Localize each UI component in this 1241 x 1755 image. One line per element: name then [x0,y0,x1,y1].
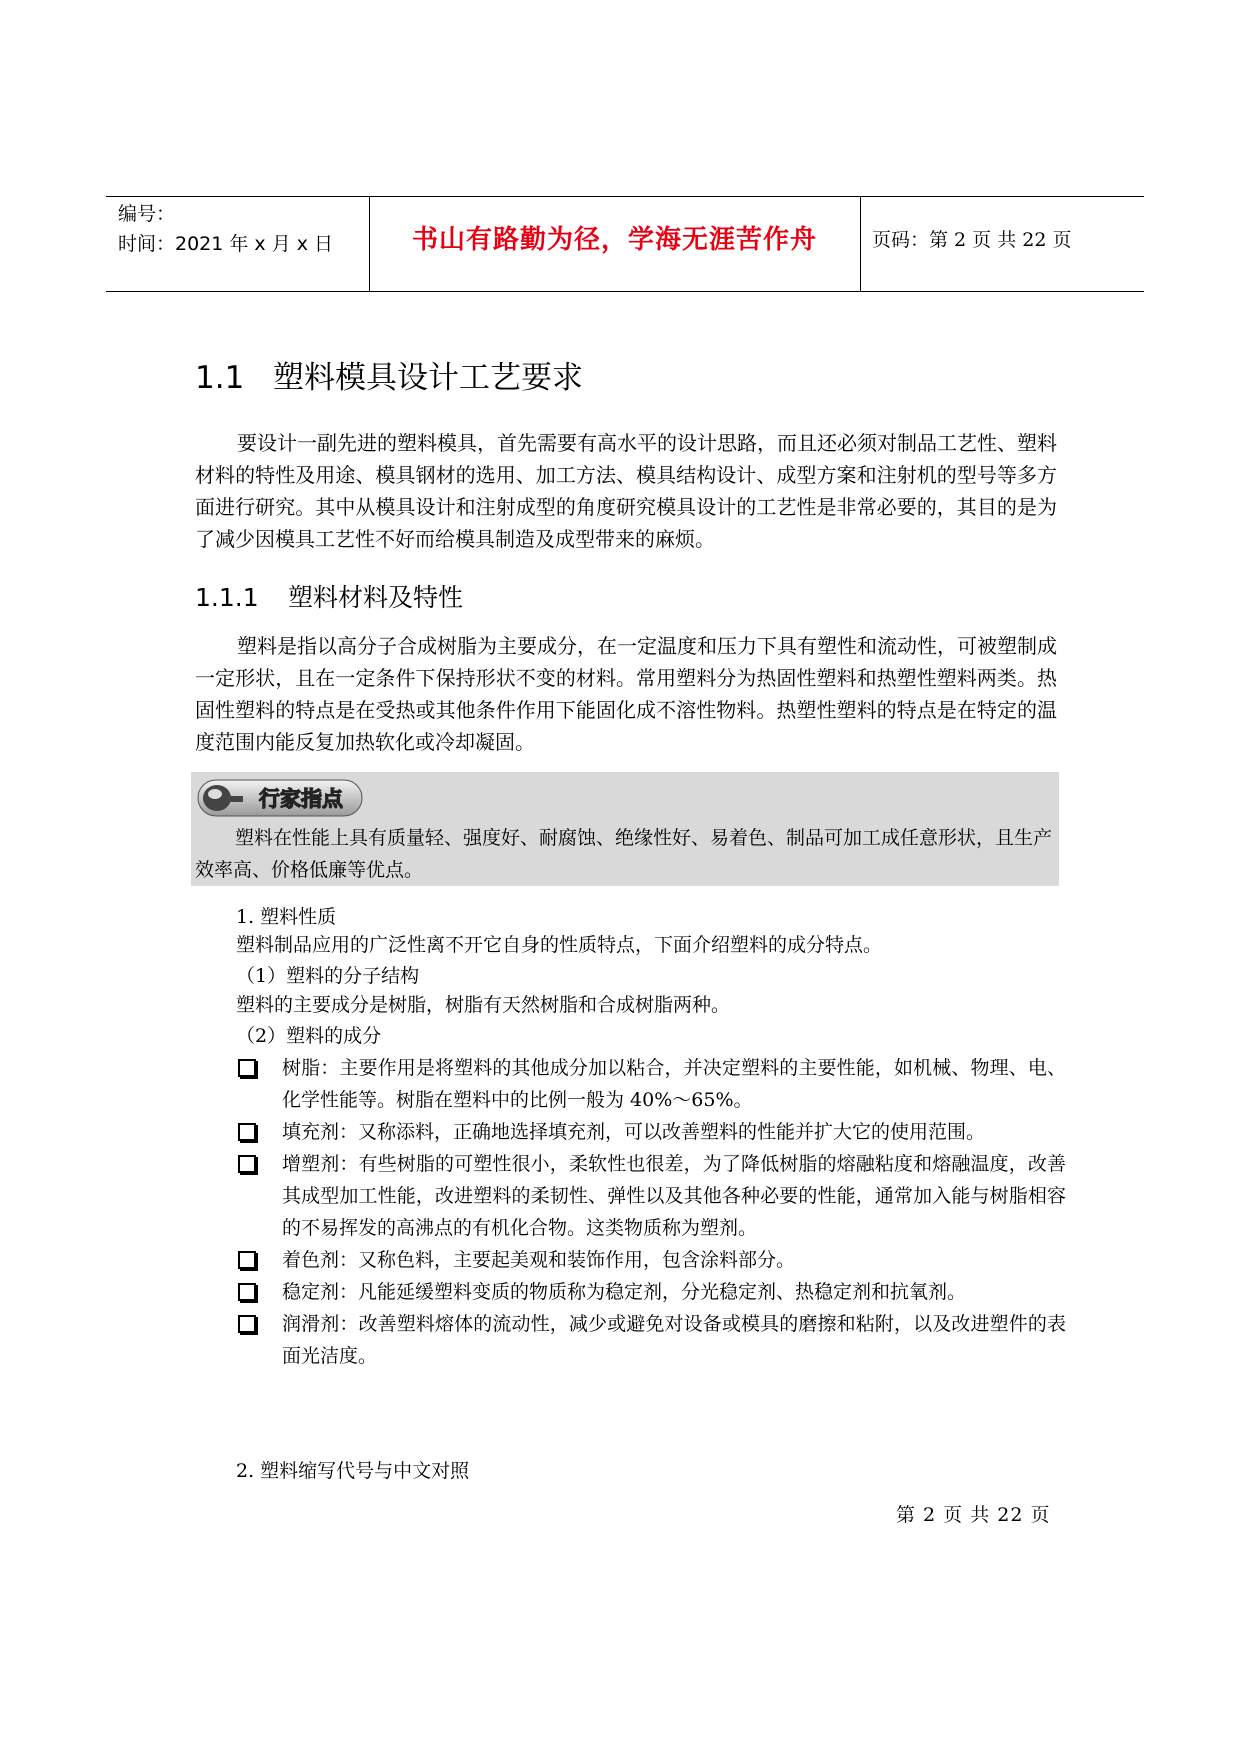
checkbox-bullet-icon [238,1123,256,1141]
header-motto: 书山有路勤为径，学海无涯苦作舟 [411,225,817,255]
subsection-paragraph: 塑料是指以高分子合成树脂为主要成分，在一定温度和压力下具有塑性和流动性，可被塑制成一定形状，且在一定条件下保持形状不变的材料。常用塑料分为热固性塑料和热塑性塑料两类。热固性塑料的特点是在受热或其他条件作用下能固化成不溶性物料。热塑性塑料的特点是在特定的温度范围内能反复加热软化或冷却凝固。 [195,634,1057,754]
item-heading-1: 1. 塑料性质 [236,906,337,928]
subsection-heading [195,578,463,614]
expert-tip-badge-icon [197,778,363,818]
number-label: 编号： [118,203,176,225]
section-title: 塑料模具设计工艺要求 [273,360,583,396]
component-list [236,1052,1066,1372]
item-heading-2: 2. 塑料缩写代号与中文对照 [236,1460,470,1482]
intro-paragraph: 要设计一副先进的塑料模具，首先需要有高水平的设计思路，而且还必须对制品工艺性、塑料材料的特性及用途、模具钢材的选用、加工方法、模具结构设计、成型方案和注射机的型号等多方面进行研究。其中从模具设计和注射成型的角度研究模具设计的工艺性是非常必要的，其目的是为了减少因模具工艺性不好而给模具制造及成型带来的麻烦。 [195,431,1057,551]
list-item-text: 填充剂：又称添料，正确地选择填充剂，可以改善塑料的性能并扩大它的使用范围。 [282,1121,986,1143]
list-item-text: 润滑剂：改善塑料熔体的流动性，减少或避免对设备或模具的磨擦和粘附，以及改进塑件的表面光洁度。 [282,1313,1066,1367]
subitem-heading: （2）塑料的成分 [236,1025,382,1047]
list-item-text: 树脂：主要作用是将塑料的其他成分加以粘合，并决定塑料的主要性能，如机械、物理、电、化学性能等。树脂在塑料中的比例一般为 40%～65%。 [282,1057,1066,1111]
list-item-text: 增塑剂：有些树脂的可塑性很小，柔软性也很差，为了降低树脂的熔融粘度和熔融温度，改善其成型加工性能，改进塑料的柔韧性、弹性以及其他各种必要的性能，通常加入能与树脂相容的不易挥发的高沸点的有机化合物。这类物质称为塑剂。 [282,1153,1066,1239]
checkbox-bullet-icon [238,1251,256,1269]
checkbox-bullet-icon [238,1315,256,1333]
expert-tip-text: 塑料在性能上具有质量轻、强度好、耐腐蚀、绝缘性好、易着色、制品可加工成任意形状，且生产效率高、价格低廉等优点。 [195,827,1053,881]
header-meta [118,199,366,259]
section-number: 1.1 [195,360,245,396]
section-heading [195,352,583,397]
list-item [236,1148,1066,1244]
document-header [106,196,1144,292]
list-item [236,1244,1066,1276]
header-page-label: 页码：第 2 页 共 22 页 [872,229,1072,251]
list-item-text: 着色剂：又称色料，主要起美观和装饰作用，包含涂料部分。 [282,1249,796,1271]
page-footer: 第 2 页 共 22 页 [896,1504,1051,1526]
checkbox-bullet-icon [238,1283,256,1301]
list-item [236,1276,1066,1308]
list-item [236,1116,1066,1148]
item-text: 塑料制品应用的广泛性离不开它自身的性质特点，下面介绍塑料的成分特点。 [236,934,883,956]
list-item [236,1308,1066,1372]
subsection-number: 1.1.1 [195,583,259,612]
expert-tip-badge-label: 行家指点 [259,787,343,811]
item-text: 塑料的主要成分是树脂，树脂有天然树脂和合成树脂两种。 [236,994,731,1016]
subitem-heading: （1）塑料的分子结构 [236,965,420,987]
list-item [236,1052,1066,1116]
list-item-text: 稳定剂：凡能延缓塑料变质的物质称为稳定剂，分光稳定剂、热稳定剂和抗氧剂。 [282,1281,967,1303]
checkbox-bullet-icon [238,1059,256,1077]
subsection-title: 塑料材料及特性 [288,583,464,612]
checkbox-bullet-icon [238,1155,256,1173]
expert-tip-box [191,772,1059,886]
header-divider [860,197,861,291]
time-label: 时间：2021 年 x 月 x 日 [118,233,334,255]
